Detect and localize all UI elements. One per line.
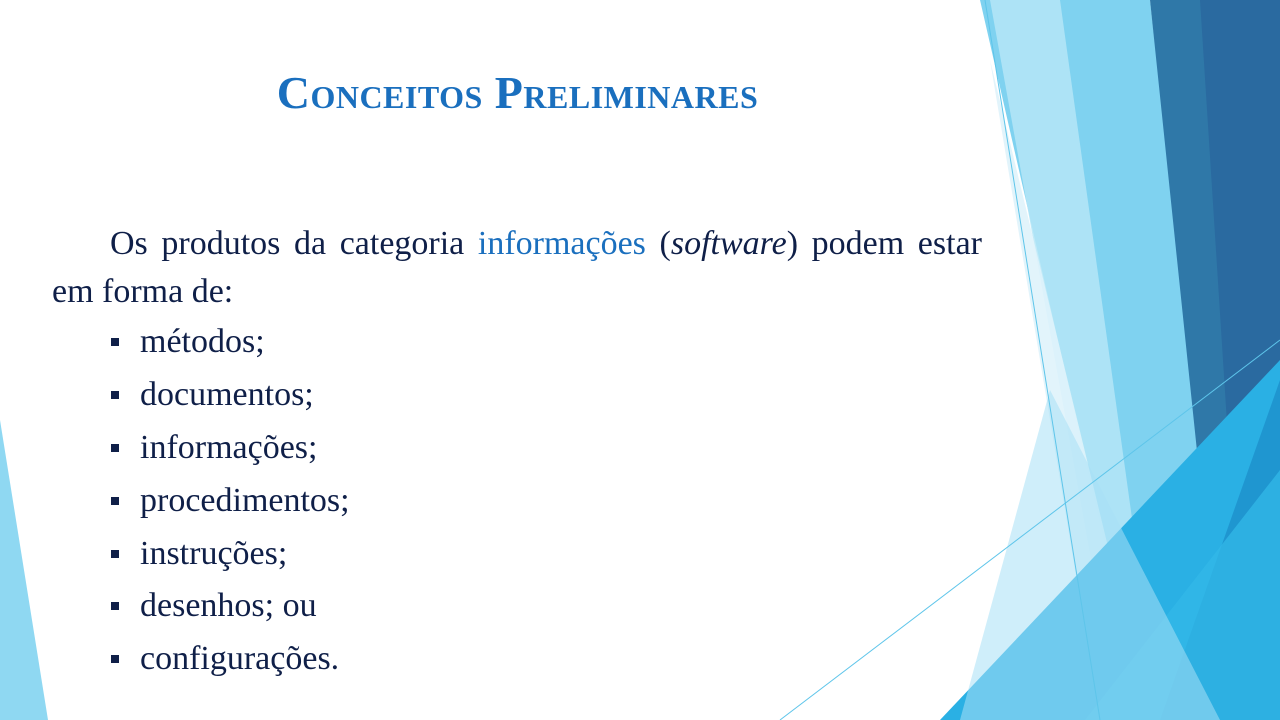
list-item-text: desenhos; ou — [140, 587, 317, 625]
list-item-text: métodos; — [140, 323, 265, 361]
list-item-text: documentos; — [140, 376, 314, 414]
list-item-text: instruções; — [140, 534, 288, 572]
intro-paragraph — [52, 220, 982, 316]
intro-open-paren: ( — [645, 225, 671, 262]
list-item-text: configurações. — [140, 640, 340, 678]
bullet-list — [108, 316, 350, 686]
list-item — [108, 633, 350, 686]
list-item — [108, 580, 350, 633]
intro-tail: ) podem estar em forma de: — [52, 225, 982, 310]
square-bullet-icon — [111, 391, 119, 399]
square-bullet-icon — [111, 602, 119, 610]
list-item — [108, 474, 350, 527]
intro-highlight: informações — [477, 225, 646, 262]
list-item-text: procedimentos; — [140, 481, 350, 519]
square-bullet-icon — [111, 550, 119, 558]
list-item-text: informações; — [140, 428, 318, 466]
list-item — [108, 527, 350, 580]
list-item — [108, 369, 350, 422]
intro-lead: Os produtos da categoria — [110, 225, 478, 262]
list-item — [108, 316, 350, 369]
square-bullet-icon — [111, 338, 119, 346]
square-bullet-icon — [111, 444, 119, 452]
square-bullet-icon — [111, 497, 119, 505]
slide-title: Conceitos Preliminares — [276, 67, 759, 118]
square-bullet-icon — [111, 655, 119, 663]
list-item — [108, 422, 350, 475]
intro-italic-term: software — [670, 225, 787, 262]
